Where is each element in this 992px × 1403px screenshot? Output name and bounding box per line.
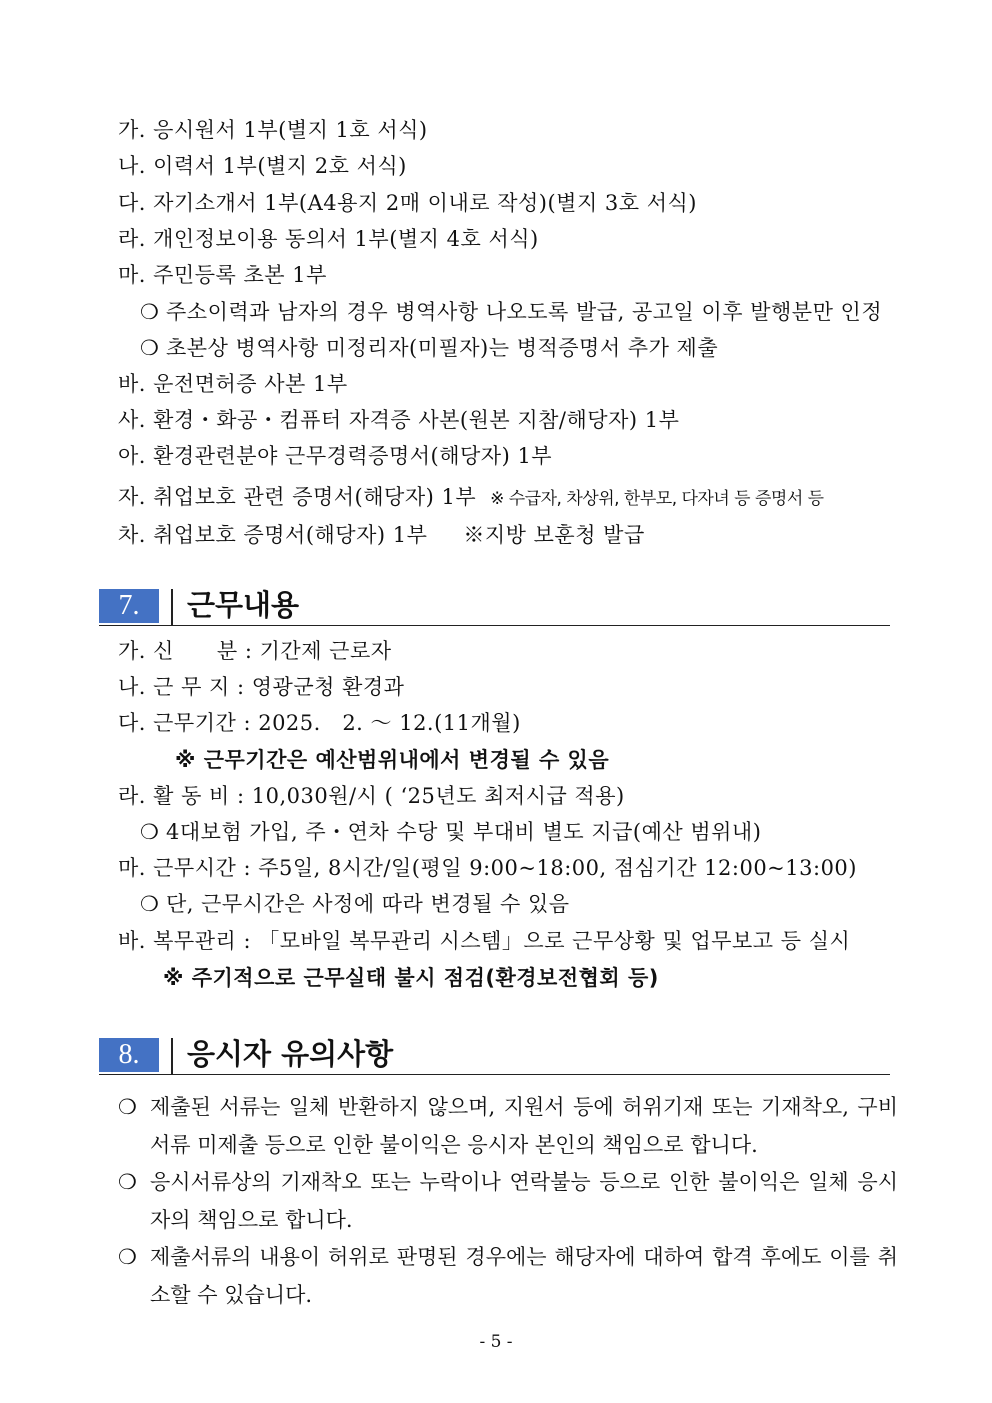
work-period: 다. 근무기간 : 2025. 2. ～ 12.(11개월) — [118, 711, 521, 735]
notice-text: 제출서류의 내용이 허위로 판명된 경우에는 해당자에 대하여 합격 후에도 이를 취소할 수 있습니다. — [150, 1245, 898, 1307]
work-management: 바. 복무관리 : 「모바일 복무관리 시스템」으로 근무상황 및 업무보고 등 실시 — [118, 929, 851, 953]
circle-bullet-icon: ❍ — [140, 300, 160, 324]
work-status: 가. 신 분 : 기간제 근로자 — [118, 639, 392, 663]
notice-item — [118, 1238, 898, 1314]
section-number: 8. — [99, 1038, 159, 1072]
circle-bullet-icon: ❍ — [140, 820, 160, 844]
doc-item-privacy-consent: 라. 개인정보이용 동의서 1부(별지 4호 서식) — [118, 227, 539, 251]
notice-item — [118, 1163, 898, 1239]
circle-bullet-icon: ❍ — [140, 336, 160, 360]
doc-item-text: 차. 취업보호 증명서(해당자) 1부 — [118, 523, 428, 547]
work-period-note: ※ 근무기간은 예산범위내에서 변경될 수 있음 — [175, 748, 610, 772]
work-pay: 라. 활 동 비 : 10,030원/시 ( ‘25년도 최저시급 적용) — [118, 784, 625, 808]
section-header-notice — [99, 1034, 890, 1075]
doc-subitem-text: 주소이력과 남자의 경우 병역사항 나오도록 발급, 공고일 이후 발행분만 인정 — [166, 300, 883, 324]
doc-item-career-certificate: 아. 환경관련분야 근무경력증명서(해당자) 1부 — [118, 444, 553, 468]
work-inspection-note: ※ 주기적으로 근무실태 불시 점검(환경보전협회 등) — [163, 966, 659, 990]
page-number: - 5 - — [479, 1332, 513, 1352]
section-divider — [171, 589, 173, 625]
circle-bullet-icon: ❍ — [118, 1095, 137, 1119]
section-title: 응시자 유의사항 — [187, 1037, 394, 1071]
doc-subitem-military — [140, 333, 718, 363]
work-location: 나. 근 무 지 : 영광군청 환경과 — [118, 675, 405, 699]
section-number: 7. — [99, 589, 159, 623]
circle-bullet-icon: ❍ — [140, 892, 160, 916]
doc-item-protection-certificate — [118, 520, 645, 550]
doc-item-drivers-license: 바. 운전면허증 사본 1부 — [118, 372, 348, 396]
doc-item-resume: 나. 이력서 1부(별지 2호 서식) — [118, 154, 407, 178]
doc-item-text: 자. 취업보호 관련 증명서(해당자) 1부 — [118, 485, 477, 509]
notice-text: 제출된 서류는 일체 반환하지 않으며, 지원서 등에 허위기재 또는 기재착오, 구비서류 미제출 등으로 인한 불이익은 응시자 본인의 책임으로 합니다. — [150, 1095, 898, 1157]
notice-text: 응시서류상의 기재착오 또는 누락이나 연락불능 등으로 인한 불이익은 일체 응시자의 책임으로 합니다. — [150, 1170, 898, 1232]
doc-item-resident-abstract: 마. 주민등록 초본 1부 — [118, 263, 327, 287]
section-header-work — [99, 585, 890, 626]
doc-subitem-text: 초본상 병역사항 미정리자(미필자)는 병적증명서 추가 제출 — [166, 336, 719, 360]
work-insurance — [140, 817, 761, 847]
work-hours-note-text: 단, 근무시간은 사정에 따라 변경될 수 있음 — [166, 892, 570, 916]
doc-item-note: ※ 수급자, 차상위, 한부모, 다자녀 등 증명서 등 — [490, 489, 824, 509]
section-divider — [171, 1038, 173, 1074]
doc-item-application: 가. 응시원서 1부(별지 1호 서식) — [118, 118, 428, 142]
doc-subitem-address-history — [140, 297, 882, 327]
notice-item — [118, 1088, 898, 1164]
section-title: 근무내용 — [187, 588, 300, 622]
work-insurance-text: 4대보험 가입, 주・연차 수당 및 부대비 별도 지급(예산 범위내) — [166, 820, 762, 844]
doc-item-note: ※지방 보훈청 발급 — [463, 523, 645, 547]
doc-item-self-intro: 다. 자기소개서 1부(A4용지 2매 이내로 작성)(별지 3호 서식) — [118, 191, 698, 215]
circle-bullet-icon: ❍ — [118, 1245, 137, 1269]
work-hours: 마. 근무시간 : 주5일, 8시간/일(평일 9:00~18:00, 점심기간 12:00~13:00) — [118, 856, 857, 880]
work-hours-note — [140, 889, 570, 919]
circle-bullet-icon: ❍ — [118, 1170, 137, 1194]
doc-item-certificates: 사. 환경・화공・컴퓨터 자격증 사본(원본 지참/해당자) 1부 — [118, 408, 680, 432]
doc-item-employment-protection — [118, 482, 824, 514]
